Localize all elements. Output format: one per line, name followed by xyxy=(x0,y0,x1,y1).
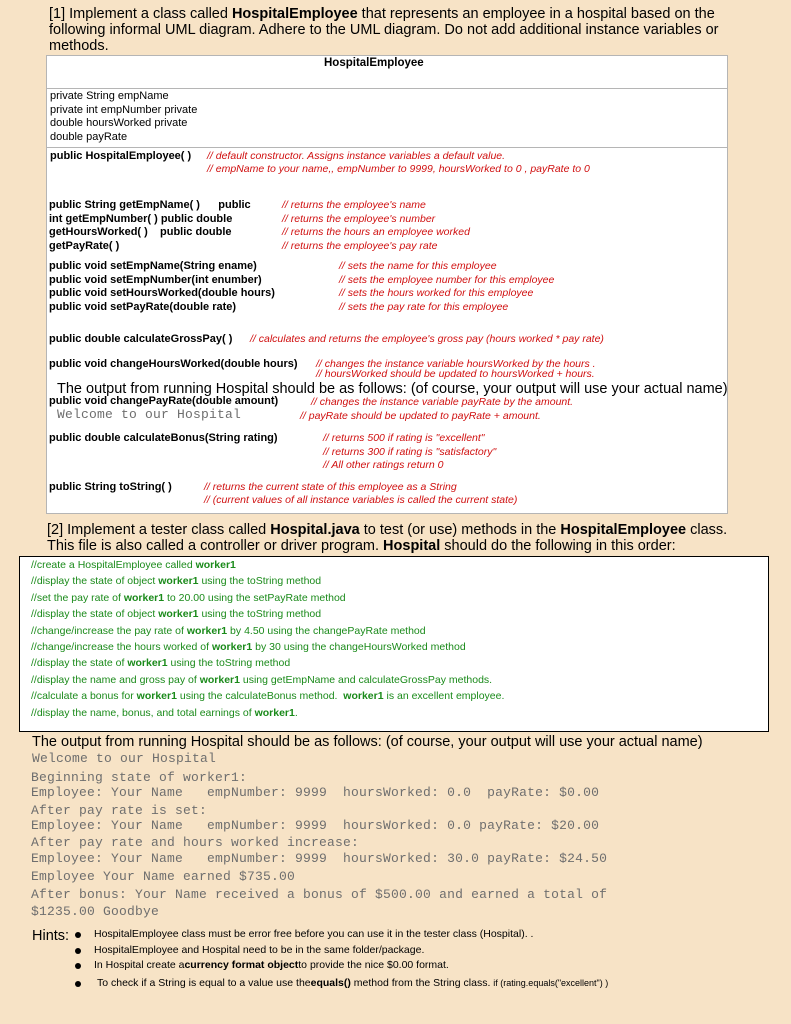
uml-setter: public void setEmpName(String ename) xyxy=(49,260,257,272)
q2-line1: [2] Implement a tester class called Hospital.java to test (or use) methods in the HospitalEmployee class. xyxy=(47,522,728,538)
uml-field: double hoursWorked private xyxy=(50,117,188,129)
uml-comment: // returns the employee's number xyxy=(282,212,436,225)
output-line: After pay rate and hours worked increase: xyxy=(31,835,360,850)
uml-comment: // sets the employee number for this employee xyxy=(339,273,555,286)
uml-class-name: HospitalEmployee xyxy=(324,57,424,69)
uml-getter: int getEmpNumber( ) public double xyxy=(49,212,233,225)
uml-divider-2 xyxy=(46,147,728,148)
uml-divider-1 xyxy=(46,88,728,89)
overlay-welcome: Welcome to our Hospital xyxy=(57,407,242,422)
uml-setter: public void setPayRate(double rate) xyxy=(49,300,237,313)
tester-step: //create a HospitalEmployee called worker1 xyxy=(31,559,236,571)
tester-step: //display the name, bonus, and total earnings of worker1. xyxy=(31,706,298,719)
uml-setter: public void setEmpNumber(int enumber) xyxy=(49,273,262,286)
uml-comment: // (current values of all instance variables is called the current state) xyxy=(204,494,518,506)
tester-step: //set the pay rate of worker1 to 20.00 using the setPayRate method xyxy=(31,591,346,604)
uml-comment: // calculates and returns the employee's gross pay (hours worked * pay rate) xyxy=(250,333,604,345)
output-line: Employee: Your Name empNumber: 9999 hoursWorked: 0.0 payRate: $20.00 xyxy=(31,818,600,833)
uml-comment: // returns 500 if rating is "excellent" xyxy=(323,432,485,444)
uml-comment: // sets the hours worked for this employee xyxy=(339,287,534,299)
uml-getter: public String getEmpName( ) public xyxy=(49,199,251,211)
hint-item: HospitalEmployee class must be error free before you can use it in the tester class (Hospital). . xyxy=(75,928,608,944)
uml-comment: // payRate should be updated to payRate + amount. xyxy=(300,410,541,422)
q1-number: [1] xyxy=(49,6,66,22)
uml-method-change-pay: public void changePayRate(double amount) xyxy=(49,395,279,407)
uml-field: private String empName xyxy=(50,90,169,102)
uml-comment: // returns the hours an employee worked xyxy=(282,226,470,238)
hints-label: Hints: xyxy=(32,928,70,944)
output-line: Employee: Your Name empNumber: 9999 hoursWorked: 30.0 payRate: $24.50 xyxy=(31,851,608,866)
tester-step: //display the state of object worker1 using the toString method xyxy=(31,608,322,621)
uml-comment: // default constructor. Assigns instance variables a default value. xyxy=(207,150,506,162)
uml-comment: // hoursWorked should be updated to hoursWorked + hours. xyxy=(316,368,595,380)
q1-line2: following informal UML diagram. Adhere to the UML diagram. Do not add additional instance variables or xyxy=(49,22,719,38)
q2-line2: This file is also called a controller or driver program. Hospital should do the following in this order: xyxy=(47,538,676,554)
tester-step: //display the name and gross pay of worker1 using getEmpName and calculateGrossPay methods. xyxy=(31,673,493,686)
uml-setter: public void setHoursWorked(double hours) xyxy=(49,287,275,299)
uml-comment: // returns 300 if rating is "satisfactory" xyxy=(323,445,497,458)
uml-comment: // returns the employee's name xyxy=(282,199,426,211)
tester-step: //change/increase the pay rate of worker1 by 4.50 using the changePayRate method xyxy=(31,624,426,637)
uml-method-change-hours: public void changeHoursWorked(double hours) xyxy=(49,358,298,370)
output-line: Employee: Your Name empNumber: 9999 hoursWorked: 0.0 payRate: $0.00 xyxy=(31,785,600,800)
output-line: Welcome to our Hospital xyxy=(32,751,217,766)
hint-item: To check if a String is equal to a value use the equals() method from the String class. if (rating.equals("excellent") ) xyxy=(75,977,608,993)
output-line: After bonus: Your Name received a bonus of $500.00 and earned a total of xyxy=(31,887,608,902)
tester-step: //display the state of object worker1 using the toString method xyxy=(31,575,322,588)
uml-comment: // All other ratings return 0 xyxy=(323,459,444,471)
output-line: $1235.00 Goodbye xyxy=(31,904,160,919)
uml-constructor: public HospitalEmployee( ) xyxy=(50,150,192,162)
uml-comment: // changes the instance variable hoursWorked by the hours . xyxy=(316,358,596,370)
uml-getter: getPayRate( ) xyxy=(49,239,120,252)
tester-step: //calculate a bonus for worker1 using the calculateBonus method. worker1 is an excellent employee. xyxy=(31,690,505,703)
uml-getter: getHoursWorked( ) public double xyxy=(49,226,232,238)
uml-comment: // returns the current state of this employee as a String xyxy=(204,481,457,493)
output-line: After pay rate is set: xyxy=(31,803,208,818)
tester-step: //change/increase the hours worked of worker1 by 30 using the changeHoursWorked method xyxy=(31,641,466,653)
hint-item: In Hospital create a currency format object to provide the nice $0.00 format. xyxy=(75,959,608,977)
uml-method-tostring: public String toString( ) xyxy=(49,481,172,493)
uml-comment: // sets the name for this employee xyxy=(339,260,497,272)
output-line: Employee Your Name earned $735.00 xyxy=(31,869,296,884)
output-line: Beginning state of worker1: xyxy=(31,770,248,785)
bullet-icon xyxy=(75,948,81,954)
uml-comment: // sets the pay rate for this employee xyxy=(339,300,509,313)
uml-field: private int empNumber private xyxy=(50,103,198,116)
uml-comment: // changes the instance variable payRate by the amount. xyxy=(311,396,574,408)
hint-item: HospitalEmployee and Hospital need to be in the same folder/package. xyxy=(75,944,608,960)
uml-field: double payRate xyxy=(50,130,128,143)
hints-list xyxy=(75,928,608,993)
q1-line3: methods. xyxy=(49,38,109,54)
overlay-output-heading: The output from running Hospital should be as follows: (of course, your output will use your actual name) xyxy=(57,381,728,397)
tester-step: //display the state of worker1 using the toString method xyxy=(31,657,291,670)
bullet-icon xyxy=(75,932,81,938)
q1-line1: [1] Implement a class called HospitalEmployee that represents an employee in a hospital based on the xyxy=(49,6,715,22)
output-heading: The output from running Hospital should be as follows: (of course, your output will use your actual name) xyxy=(32,734,703,750)
bullet-icon xyxy=(75,963,81,969)
uml-method-gross: public double calculateGrossPay( ) xyxy=(49,333,233,345)
uml-method-bonus: public double calculateBonus(String rating) xyxy=(49,432,278,444)
uml-comment: // returns the employee's pay rate xyxy=(282,239,438,252)
uml-comment: // empName to your name,, empNumber to 9999, hoursWorked to 0 , payRate to 0 xyxy=(207,163,590,175)
bullet-icon xyxy=(75,981,81,987)
